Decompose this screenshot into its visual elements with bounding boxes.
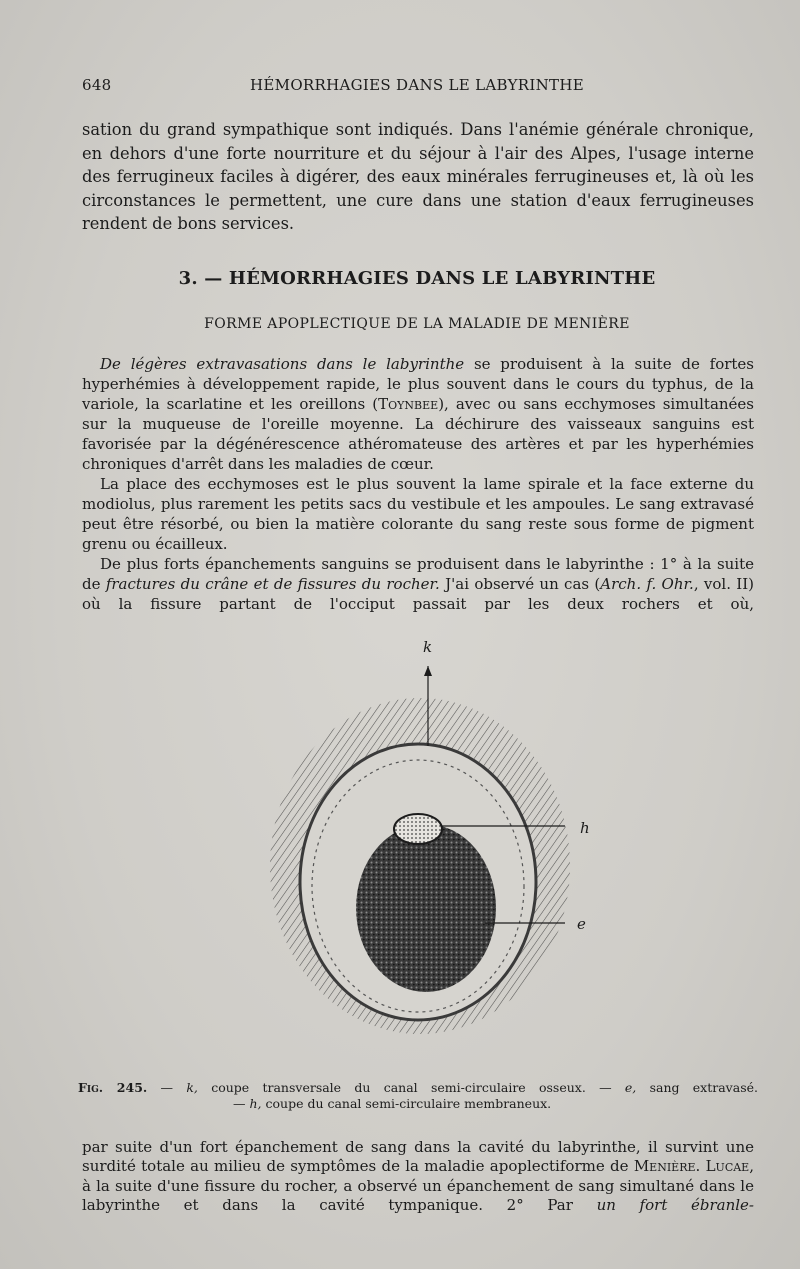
caption-e-text: sang extravasé. — [636, 1080, 758, 1095]
caption-dash: — — [147, 1080, 187, 1095]
figure-245-illustration — [230, 636, 610, 1036]
caption-k-text: coupe transversale du canal semi-circulaire osseux. — — [197, 1080, 625, 1095]
membranous-canal — [394, 814, 442, 844]
author-toynbee: Toynbee — [378, 394, 439, 413]
caption-h-text: coupe du canal semi-circulaire membraneux. — [261, 1096, 552, 1111]
paragraph-5-italic: un fort ébranle- — [596, 1196, 754, 1215]
figure-caption — [78, 1080, 758, 1112]
running-title: HÉMORRHAGIES DANS LE LABYRINTHE — [250, 76, 584, 94]
label-k: k — [423, 638, 433, 656]
paragraph-4-text-b: J'ai observé un cas ( — [439, 574, 601, 593]
pointer-k-arrow — [424, 666, 432, 676]
caption-e: e, — [624, 1080, 637, 1095]
extravasated-blood — [356, 824, 496, 992]
paragraph-4-text-a: De plus forts épanchements sanguins se produisent dans le labyrinthe : 1° à la suite de — [82, 555, 754, 593]
caption-k: k, — [186, 1080, 198, 1095]
paragraph-5-text-b: . — [695, 1157, 706, 1176]
paragraph-5-text-a: par suite d'un fort épanchement de sang dans la cavité du labyrinthe, il survint une surdité totale au milieu de symptômes de la maladie apoplectiforme de — [82, 1138, 754, 1176]
paragraph-5 — [82, 1138, 754, 1216]
label-e: e — [577, 915, 586, 933]
page-number: 648 — [82, 76, 112, 94]
section-subtitle: FORME APOPLECTIQUE DE LA MALADIE DE MENIÈRE — [204, 316, 630, 332]
paragraph-4-italic-a: fractures du crâne et de fissures du rocher. — [105, 574, 440, 593]
running-header — [82, 72, 752, 100]
figure-245 — [230, 636, 610, 1036]
paragraph-4-text-c: , vol. II) où la fissure partant de l'occiput passait par les deux rochers et où, — [82, 574, 755, 613]
paragraph-2-lead: De légères extravasations dans le labyrinthe — [100, 355, 465, 373]
caption-fig-label: Fig. 245. — [78, 1080, 148, 1095]
author-meniere: Menière — [633, 1157, 696, 1176]
paragraph-2-text-b: ), avec ou sans ecchymoses simultanées sur la muqueuse de l'oreille moyenne. La déchirure des vaisseaux sanguins est favorisée par la dégénérescence athéromateuse des artères et par les hyperhémies chroniques d'arrêt dans les maladies de cœur. — [82, 394, 754, 473]
author-lucae: Lucae — [705, 1157, 750, 1176]
caption-h: h, — [249, 1096, 262, 1111]
label-h: h — [580, 819, 590, 837]
section-title: 3. — HÉMORRHAGIES DANS LE LABYRINTHE — [178, 268, 656, 289]
paragraph-5-text-c: , à la suite d'une fissure du rocher, a observé un épanchement de sang simultané dans le labyrinthe et dans la cavité tympanique. 2° Par — [82, 1157, 754, 1215]
paragraph-2 — [82, 355, 754, 474]
paragraph-2-text-a: se produisent à la suite de fortes hyperhémies à développement rapide, le plus souvent dans le cours du typhus, de la variole, la scarlatine et les oreillons ( — [82, 355, 755, 413]
caption-dash-2: — — [233, 1096, 250, 1111]
paragraph-1: sation du grand sympathique sont indiqués. Dans l'anémie générale chronique, en dehors d'une forte nourriture et du séjour à l'air des Alpes, l'usage interne des ferrugineux faciles à digérer, des eaux minérales ferrugineuses et, là où les circonstances le permettent, une cure dans une station d'eaux ferrugineuses rendent de bons services. — [82, 120, 754, 233]
paragraph-4 — [82, 555, 754, 615]
caption-line-1 — [78, 1080, 758, 1096]
paragraph-4-italic-b: Arch. f. Ohr. — [600, 574, 694, 593]
paragraph-3: La place des ecchymoses est le plus souvent la lame spirale et la face externe du modiolus, plus rarement les petits sacs du vestibule et les ampoules. Le sang extravasé peut être résorbé, ou bien la matière colorante du sang reste sous forme de pigment grenu ou écailleux. — [82, 475, 754, 553]
caption-line-2 — [78, 1096, 758, 1112]
